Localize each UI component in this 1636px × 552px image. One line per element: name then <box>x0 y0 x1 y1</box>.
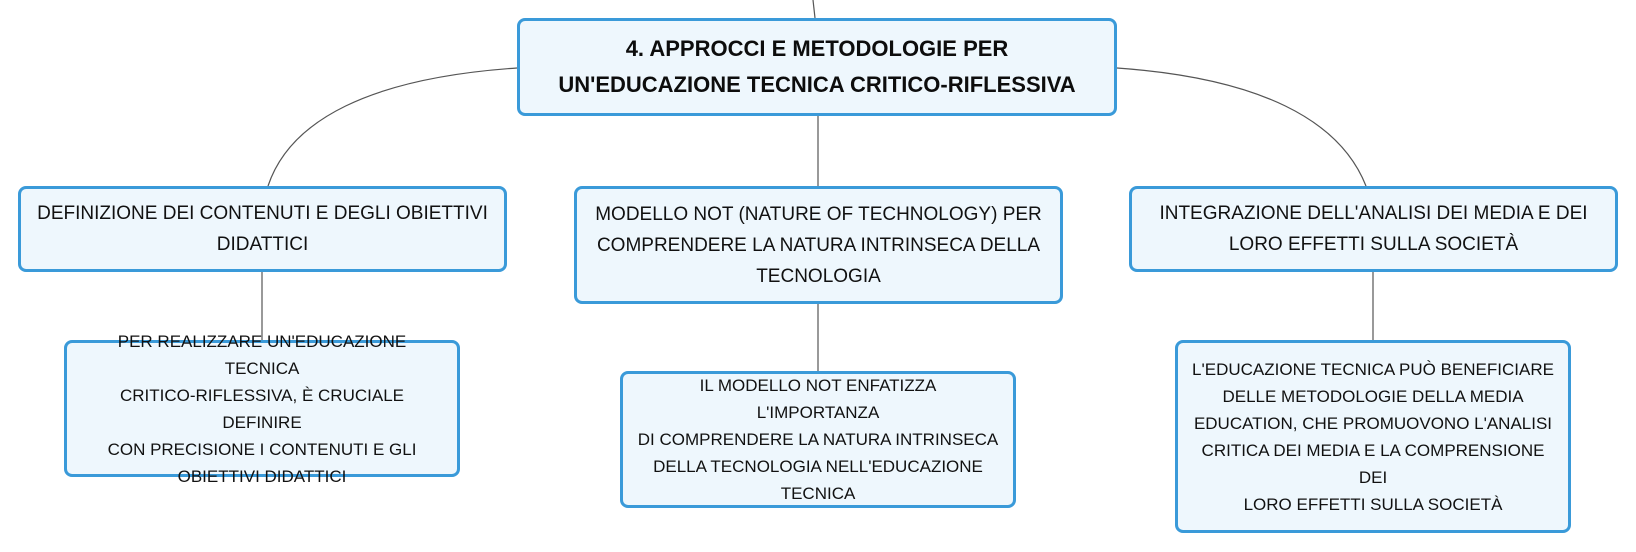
detail-text: L'EDUCAZIONE TECNICA PUÒ BENEFICIARE DELLE METODOLOGIE DELLA MEDIA EDUCATION, CHE PROMUOVONO L'ANALISI CRITICA DEI MEDIA E LA COMPRENSIONE DEI LORO EFFETTI SULLA SOCIETÀ <box>1192 359 1554 514</box>
detail-text: IL MODELLO NOT ENFATIZZA L'IMPORTANZA DI COMPRENDERE LA NATURA INTRINSECA DELLA TECNOLOGIA NELL'EDUCAZIONE TECNICA <box>637 376 999 503</box>
subtopic-node-modello-not[interactable] <box>574 186 1063 304</box>
subtopic-node-contenuti-obiettivi[interactable] <box>18 186 507 272</box>
subtopic-label: MODELLO NOT (NATURE OF TECHNOLOGY) PER COMPRENDERE LA NATURA INTRINSECA DELLA TECNOLOGIA <box>595 203 1042 287</box>
detail-node-analisi-media[interactable] <box>1175 340 1571 533</box>
connector-root-to-branch-c <box>1117 68 1366 186</box>
connector-root-to-branch-a <box>268 68 517 186</box>
detail-node-contenuti-obiettivi[interactable] <box>64 331 460 486</box>
detail-node-modello-not[interactable] <box>620 371 1016 508</box>
subtopic-node-analisi-media[interactable] <box>1129 186 1618 272</box>
connector-parent-to-root <box>813 0 815 18</box>
detail-text: PER REALIZZARE UN'EDUCAZIONE TECNICA CRITICO-RIFLESSIVA, È CRUCIALE DEFINIRE CON PRECISIONE I CONTENUTI E GLI OBIETTIVI DIDATTICI <box>107 331 417 486</box>
root-topic-node[interactable] <box>517 18 1117 116</box>
subtopic-label: DEFINIZIONE DEI CONTENUTI E DEGLI OBIETTIVI DIDATTICI <box>37 203 488 255</box>
root-topic-label: 4. APPROCCI E METODOLOGIE PER UN'EDUCAZIONE TECNICA CRITICO-RIFLESSIVA <box>558 36 1076 97</box>
subtopic-label: INTEGRAZIONE DELL'ANALISI DEI MEDIA E DEI LORO EFFETTI SULLA SOCIETÀ <box>1159 203 1588 255</box>
